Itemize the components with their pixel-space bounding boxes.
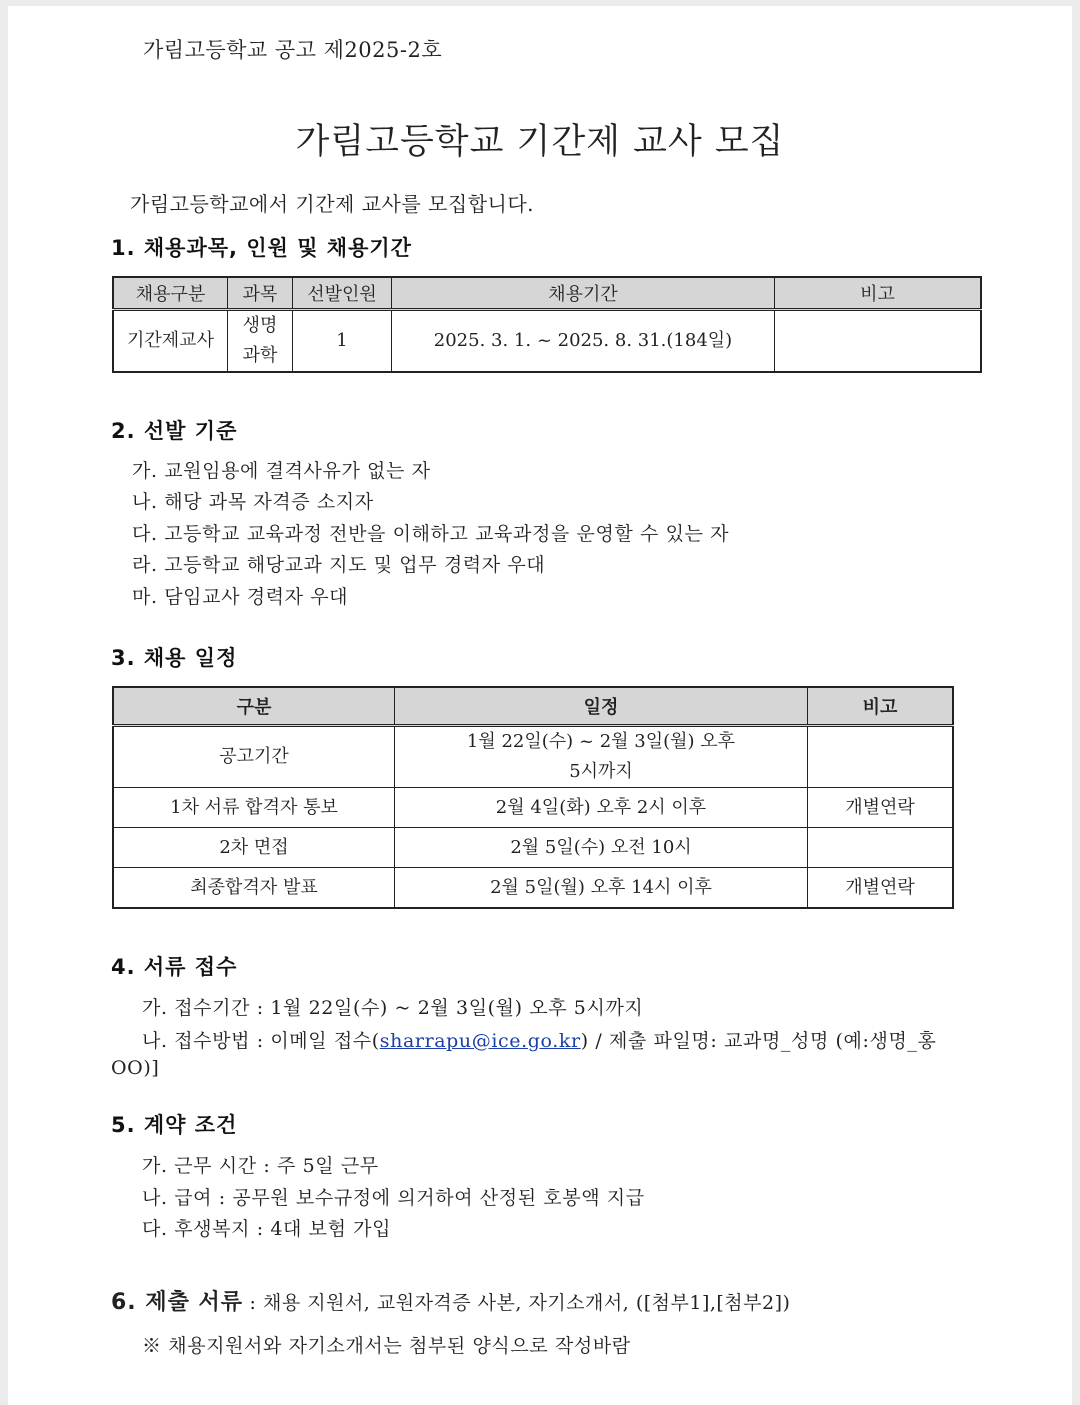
section6-line xyxy=(111,1285,790,1316)
subject-line2: 과학 xyxy=(242,345,278,366)
submission-period: 가. 접수기간 : 1월 22일(수) ~ 2월 3일(월) 오후 5시까지 xyxy=(142,997,644,1019)
cell-schedule: 2월 4일(화) 오후 2시 이후 xyxy=(395,788,808,828)
table-row xyxy=(113,788,953,828)
criteria-item: 다. 고등학교 교육과정 전반을 이해하고 교육과정을 운영할 수 있는 자 xyxy=(132,523,730,545)
notice-number: 가림고등학교 공고 제2025-2호 xyxy=(143,38,443,62)
col-type-header: 채용구분 xyxy=(113,277,228,310)
required-documents: 채용 지원서, 교원자격증 사본, 자기소개서, ([첨부1],[첨부2]) xyxy=(262,1292,791,1314)
cell-category: 2차 면접 xyxy=(113,828,395,868)
col-period-header: 채용기간 xyxy=(392,277,775,310)
contract-item: 나. 급여 : 공무원 보수규정에 의거하여 산정된 호봉액 지급 xyxy=(142,1187,645,1209)
contract-item: 다. 후생복지 : 4대 보험 가입 xyxy=(142,1218,392,1240)
section4-heading: 4. 서류 접수 xyxy=(111,955,238,979)
table-row xyxy=(113,828,953,868)
criteria-item: 라. 고등학교 해당교과 지도 및 업무 경력자 우대 xyxy=(132,554,546,576)
section6-heading: 6. 제출 서류 xyxy=(111,1290,243,1315)
col-remark-header: 비고 xyxy=(808,687,954,726)
cell-remark xyxy=(808,726,954,788)
cell-remark xyxy=(808,828,954,868)
cell-period: 2025. 3. 1. ~ 2025. 8. 31.(184일) xyxy=(392,310,775,373)
recruitment-table xyxy=(112,276,982,373)
col-schedule-header: 일정 xyxy=(395,687,808,726)
cell-subject xyxy=(228,310,293,373)
intro-text: 가림고등학교에서 기간제 교사를 모집합니다. xyxy=(130,192,535,216)
section2-heading: 2. 선발 기준 xyxy=(111,419,238,443)
section3-heading: 3. 채용 일정 xyxy=(111,646,238,670)
schedule-table xyxy=(112,686,954,909)
cell-remark: 개별연락 xyxy=(808,868,954,909)
submission-method-suffix: ) / 제출 파일명: 교과명_성명 (예:생명_홍 xyxy=(580,1030,937,1052)
section5-heading: 5. 계약 조건 xyxy=(111,1113,238,1137)
section1-heading: 1. 채용과목, 인원 및 채용기간 xyxy=(111,236,412,260)
criteria-item: 가. 교원임용에 결격사유가 없는 자 xyxy=(132,460,431,482)
cell-schedule: 2월 5일(월) 오후 14시 이후 xyxy=(395,868,808,909)
col-subject-header: 과목 xyxy=(228,277,293,310)
table-row xyxy=(113,868,953,909)
cell-note xyxy=(775,310,982,373)
cell-category: 최종합격자 발표 xyxy=(113,868,395,909)
col-category-header: 구분 xyxy=(113,687,395,726)
submission-method-wrap: OO)] xyxy=(111,1057,160,1079)
col-count-header: 선발인원 xyxy=(293,277,392,310)
subject-line1: 생명 xyxy=(242,315,278,336)
table-row xyxy=(113,726,953,788)
section6-colon: : xyxy=(243,1292,263,1314)
col-note-header: 비고 xyxy=(775,277,982,310)
submission-method-prefix: 나. 접수방법 : 이메일 접수( xyxy=(142,1030,380,1052)
documents-note: ※ 채용지원서와 자기소개서는 첨부된 양식으로 작성바람 xyxy=(142,1335,631,1357)
cell-schedule: 2월 5일(수) 오전 10시 xyxy=(395,828,808,868)
cell-category: 공고기간 xyxy=(113,726,395,788)
contract-item: 가. 근무 시간 : 주 5일 근무 xyxy=(142,1155,379,1177)
document-page xyxy=(8,6,1072,1405)
email-link[interactable]: sharrapu@ice.go.kr xyxy=(379,1030,581,1052)
cell-remark: 개별연락 xyxy=(808,788,954,828)
cell-type: 기간제교사 xyxy=(113,310,228,373)
schedule-line1: 1월 22일(수) ~ 2월 3일(월) 오후 xyxy=(466,731,736,752)
page-title: 가림고등학교 기간제 교사 모집 xyxy=(295,122,785,162)
criteria-item: 나. 해당 과목 자격증 소지자 xyxy=(132,491,374,513)
submission-method xyxy=(142,1026,936,1053)
schedule-line2: 5시까지 xyxy=(569,761,633,782)
cell-count: 1 xyxy=(293,310,392,373)
cell-schedule xyxy=(395,726,808,788)
criteria-item: 마. 담임교사 경력자 우대 xyxy=(132,586,349,608)
cell-category: 1차 서류 합격자 통보 xyxy=(113,788,395,828)
table-row xyxy=(113,310,981,373)
